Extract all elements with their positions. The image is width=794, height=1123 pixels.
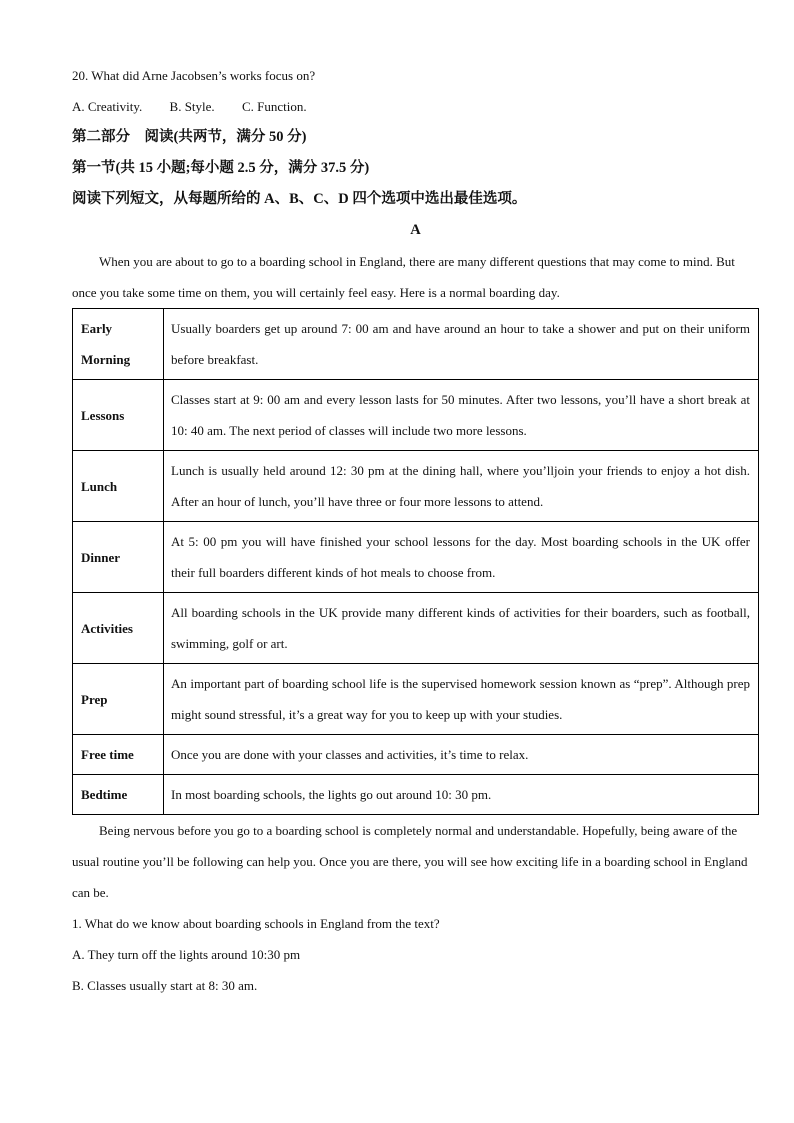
schedule-row bbox=[73, 522, 759, 593]
passage-closing: Being nervous before you go to a boarding school is completely normal and understandable. Hopefully, being aware of the usual routine you’ll be following can help you. Once you are there, you will see how exciting life in a boarding school in England can be. bbox=[72, 823, 748, 900]
schedule-label: Bedtime bbox=[73, 775, 164, 815]
schedule-text: Classes start at 9: 00 am and every lesson lasts for 50 minutes. After two lessons, you’ll have a short break at 10: 40 am. The next period of classes will include two more lessons. bbox=[164, 380, 759, 451]
schedule-table bbox=[72, 308, 759, 815]
schedule-row bbox=[73, 735, 759, 775]
schedule-label: Lessons bbox=[73, 380, 164, 451]
option-a: A. Creativity. bbox=[72, 99, 143, 114]
schedule-label: Prep bbox=[73, 664, 164, 735]
schedule-label: Lunch bbox=[73, 451, 164, 522]
section-part-heading: 第二部分 阅读(共两节，满分 50 分) bbox=[72, 129, 307, 145]
section-instruction: 阅读下列短文，从每题所给的 A、B、C、D 四个选项中选出最佳选项。 bbox=[72, 191, 527, 207]
schedule-text: Usually boarders get up around 7: 00 am and have around an hour to take a shower and put on their uniform before breakfast. bbox=[164, 309, 759, 380]
schedule-text: Once you are done with your classes and activities, it’s time to relax. bbox=[164, 735, 759, 775]
schedule-text: At 5: 00 pm you will have finished your school lessons for the day. Most boarding schools in the UK offer their full boarders different kinds of hot meals to choose from. bbox=[164, 522, 759, 593]
question-20: 20. What did Arne Jacobsen’s works focus on? bbox=[72, 68, 316, 83]
question-1-option-b: B. Classes usually start at 8: 30 am. bbox=[72, 978, 258, 993]
schedule-label: Activities bbox=[73, 593, 164, 664]
exam-page bbox=[72, 60, 759, 1001]
question-20-options bbox=[72, 91, 759, 122]
schedule-label: Free time bbox=[73, 735, 164, 775]
schedule-text: An important part of boarding school life is the supervised homework session known as “prep”. Although prep might sound stressful, it’s a great way for you to keep up with your studies. bbox=[164, 664, 759, 735]
schedule-text: All boarding schools in the UK provide many different kinds of activities for their boarders, such as football, swimming, golf or art. bbox=[164, 593, 759, 664]
section-sub-heading: 第一节(共 15 小题;每小题 2.5 分，满分 37.5 分) bbox=[72, 160, 370, 176]
question-1: 1. What do we know about boarding schools in England from the text? bbox=[72, 916, 440, 931]
passage-intro: When you are about to go to a boarding school in England, there are many different questions that may come to mind. But once you take some time on them, you will certainly feel easy. Here is a normal boarding day. bbox=[72, 254, 735, 300]
schedule-row bbox=[73, 451, 759, 522]
schedule-text: In most boarding schools, the lights go out around 10: 30 pm. bbox=[164, 775, 759, 815]
schedule-text: Lunch is usually held around 12: 30 pm at the dining hall, where you’lljoin your friends to enjoy a hot dish. After an hour of lunch, you’ll have three or four more lessons to attend. bbox=[164, 451, 759, 522]
question-1-option-a: A. They turn off the lights around 10:30 pm bbox=[72, 947, 301, 962]
schedule-label: Dinner bbox=[73, 522, 164, 593]
option-b: B. Style. bbox=[169, 99, 215, 114]
schedule-row bbox=[73, 775, 759, 815]
option-c: C. Function. bbox=[241, 99, 307, 114]
passage-title: A bbox=[410, 222, 421, 238]
schedule-row bbox=[73, 593, 759, 664]
schedule-row bbox=[73, 309, 759, 380]
schedule-label: Early Morning bbox=[73, 309, 164, 380]
schedule-row bbox=[73, 664, 759, 735]
schedule-row bbox=[73, 380, 759, 451]
